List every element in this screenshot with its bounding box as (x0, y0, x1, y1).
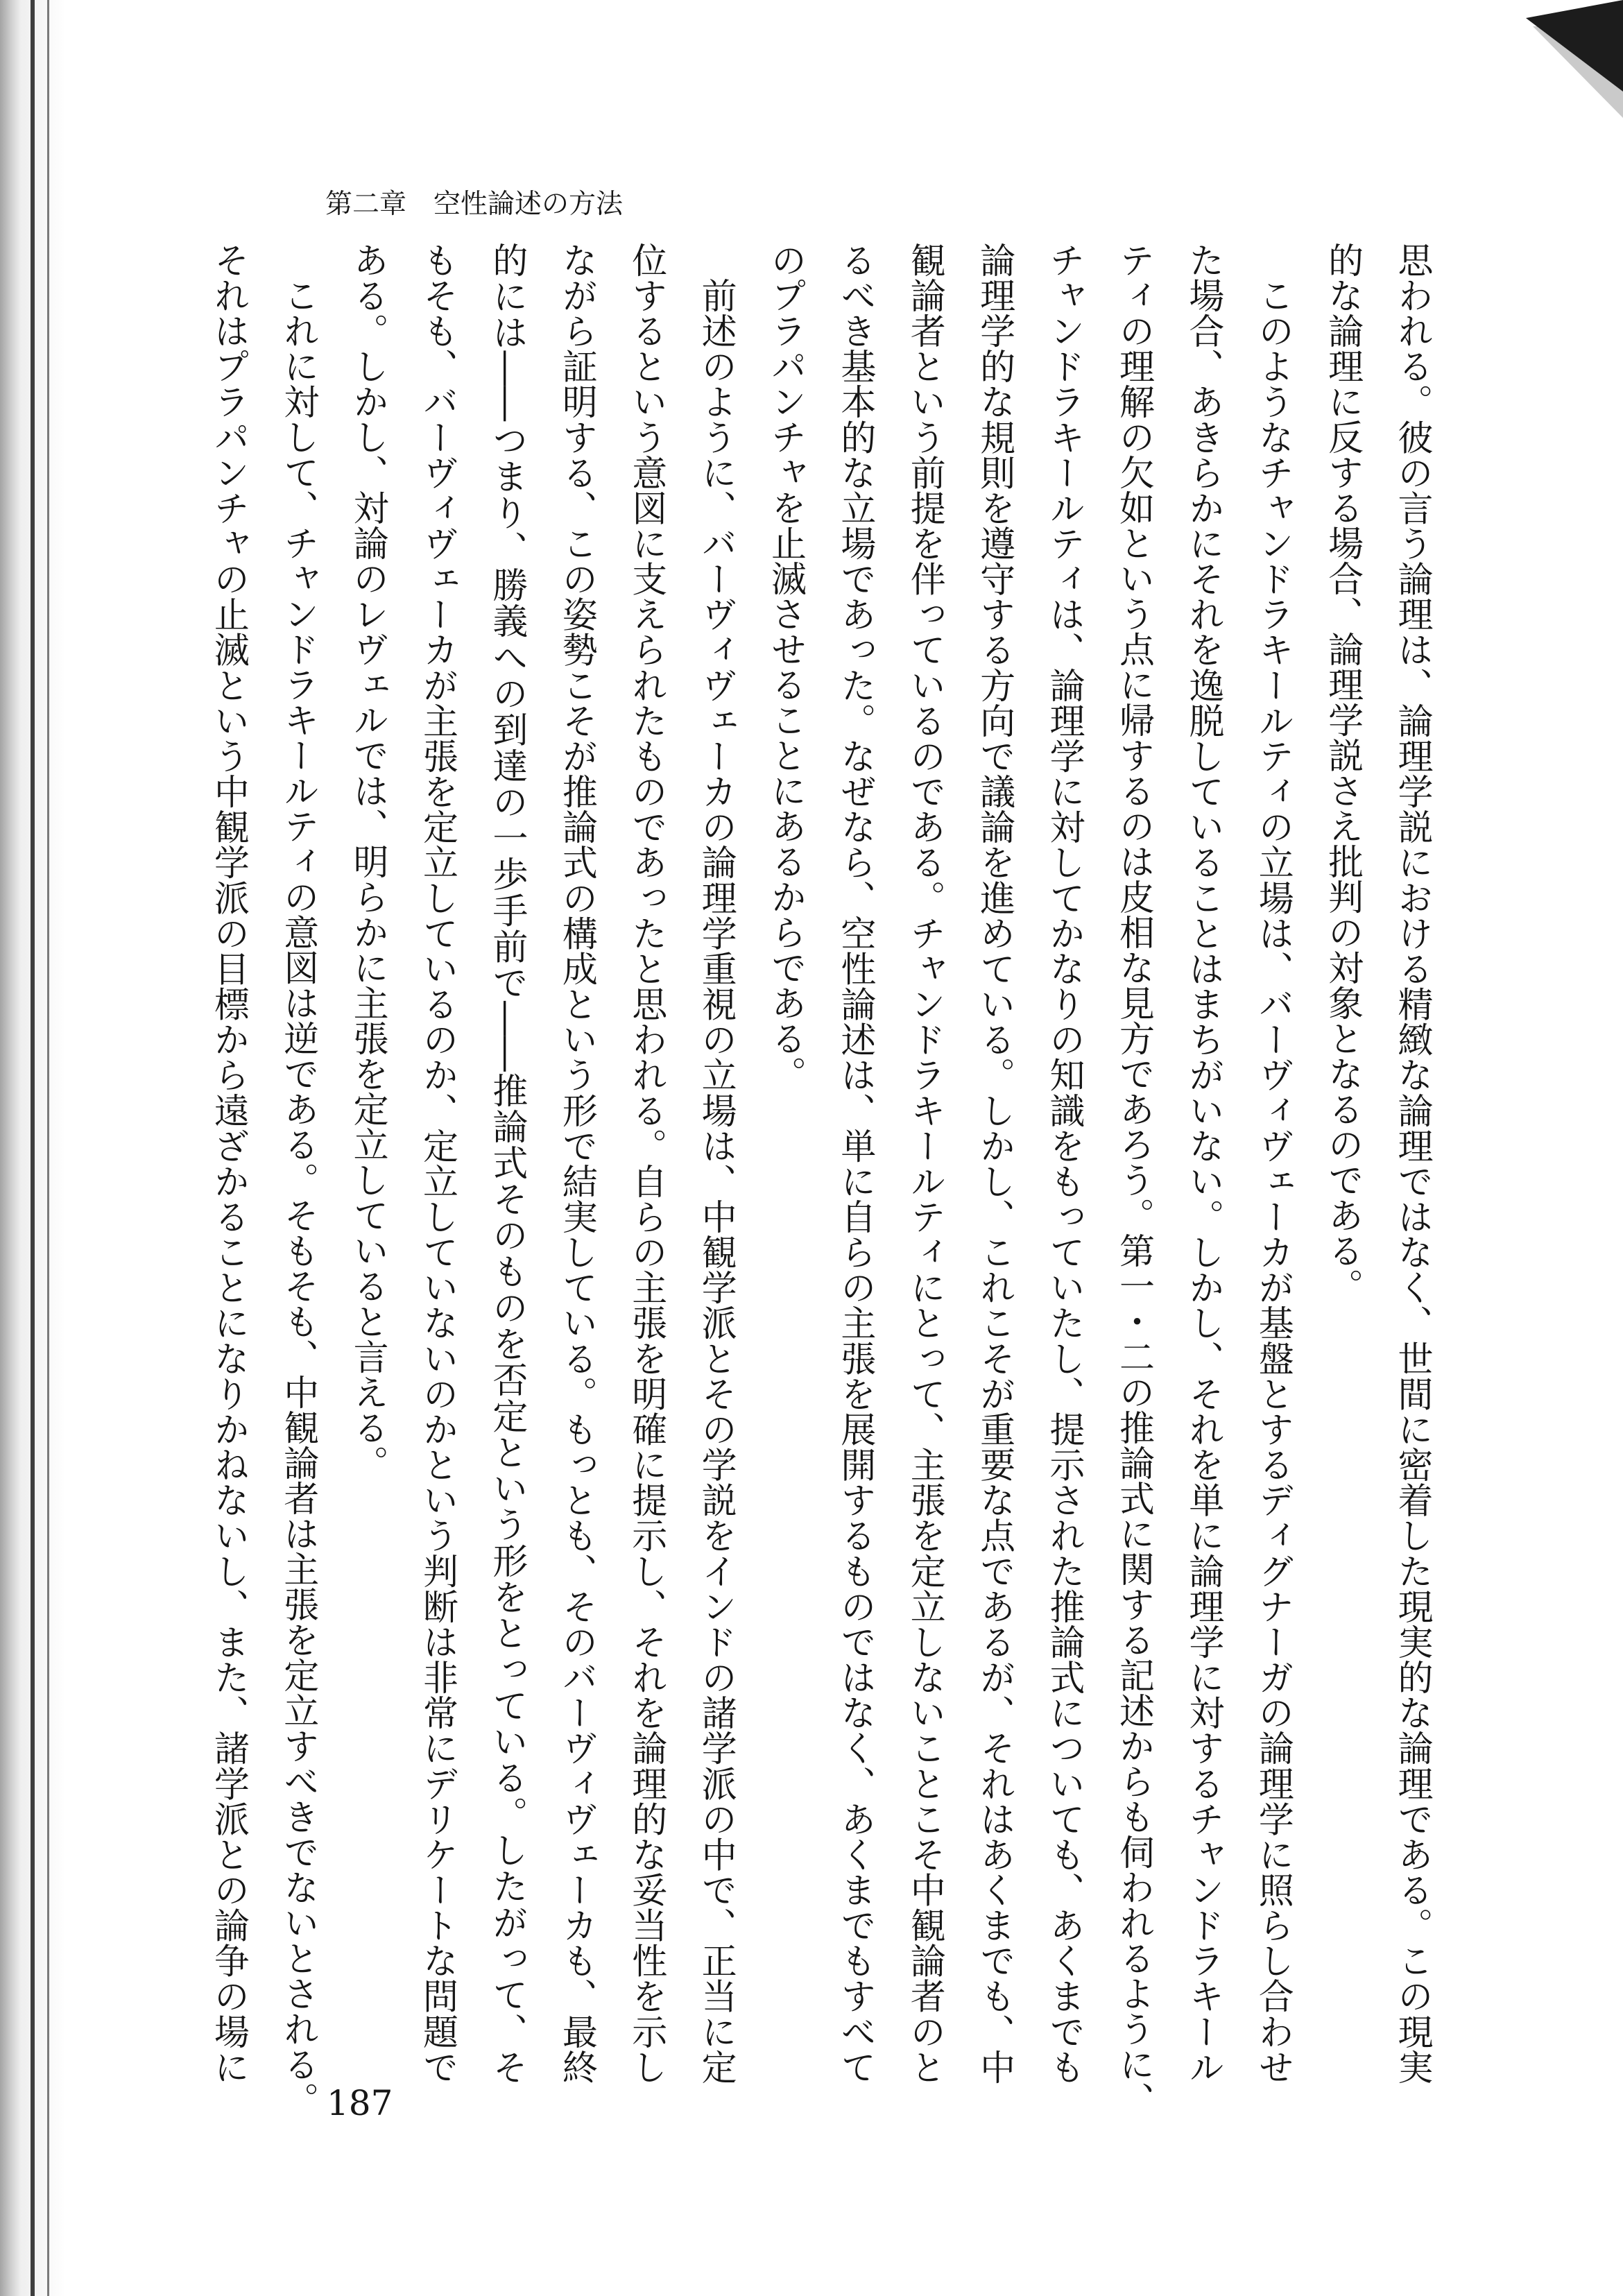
text-line: 的には――つまり、勝義への到達の一歩手前で――推論式そのものを否定という形をとっている。したがって、そ (486, 242, 527, 2084)
page-number: 187 (327, 2083, 393, 2123)
text-line: のプラパンチャを止滅させることにあるからである。 (764, 242, 806, 1091)
scan-binding-line (47, 0, 49, 2296)
text-line: ながら証明する、この姿勢こそが推論式の構成という形で結実している。もっとも、そのバーヴィヴェーカも、最終 (556, 242, 597, 2084)
text-line: ある。しかし、対論のレヴェルでは、明らかに主張を定立していると言える。 (347, 242, 388, 1480)
text-line: 観論者という前提を伴っているのである。チャンドラキールティにとって、主張を定立しないことこそ中観論者のと (904, 242, 945, 2084)
text-line: 思われる。彼の言う論理は、論理学説における精緻な論理ではなく、世間に密着した現実的な論理である。この現実 (1391, 242, 1432, 2085)
scan-corner-shadow (1526, 0, 1623, 118)
text-line: 前述のように、バーヴィヴェーカの論理学重視の立場は、中観学派とその学説をインドの諸学派の中で、正当に定 (695, 242, 737, 2084)
text-line: チャンドラキールティは、論理学に対してかなりの知識をもっていたし、提示された推論式についても、あくまでも (1043, 242, 1085, 2085)
text-line: このようなチャンドラキールティの立場は、バーヴィヴェーカが基盤とするディグナーガの論理学に照らし合わせ (1252, 242, 1294, 2084)
text-line: た場合、あきらかにそれを逸脱していることはまちがいない。しかし、それを単に論理学に対するチャンドラキール (1182, 242, 1223, 2084)
text-line: 的な論理に反する場合、論理学説さえ批判の対象となるのである。 (1321, 242, 1363, 1303)
text-line: これに対して、チャンドラキールティの意図は逆である。そもそも、中観論者は主張を定立すべきでないとされる。 (277, 242, 318, 2117)
body-text (192, 242, 1446, 2129)
text-line: もそも、バーヴィヴェーカが主張を定立しているのか、定立していないのかという判断は非常にデリケートな問題で (416, 242, 458, 2084)
text-line: 位するという意図に支えられたものであったと思われる。自らの主張を明確に提示し、それを論理的な妥当性を示し (625, 242, 667, 2084)
text-line: ティの理解の欠如という点に帰するのは皮相な見方であろう。第一・二の推論式に関する記述からも伺われるように、 (1113, 242, 1154, 2117)
text-line: 論理学的な規則を遵守する方向で議論を進めている。しかし、これこそが重要な点であるが、それはあくまでも、中 (973, 242, 1015, 2084)
text-line: それはプラパンチャの止滅という中観学派の目標から遠ざかることになりかねないし、また、諸学派との論争の場に (207, 242, 249, 2084)
running-head: 第二章 空性論述の方法 (325, 189, 624, 220)
scan-binding-line (31, 0, 35, 2296)
text-line: るべき基本的な立場であった。なぜなら、空性論述は、単に自らの主張を展開するものではなく、あくまでもすべて (834, 242, 875, 2084)
